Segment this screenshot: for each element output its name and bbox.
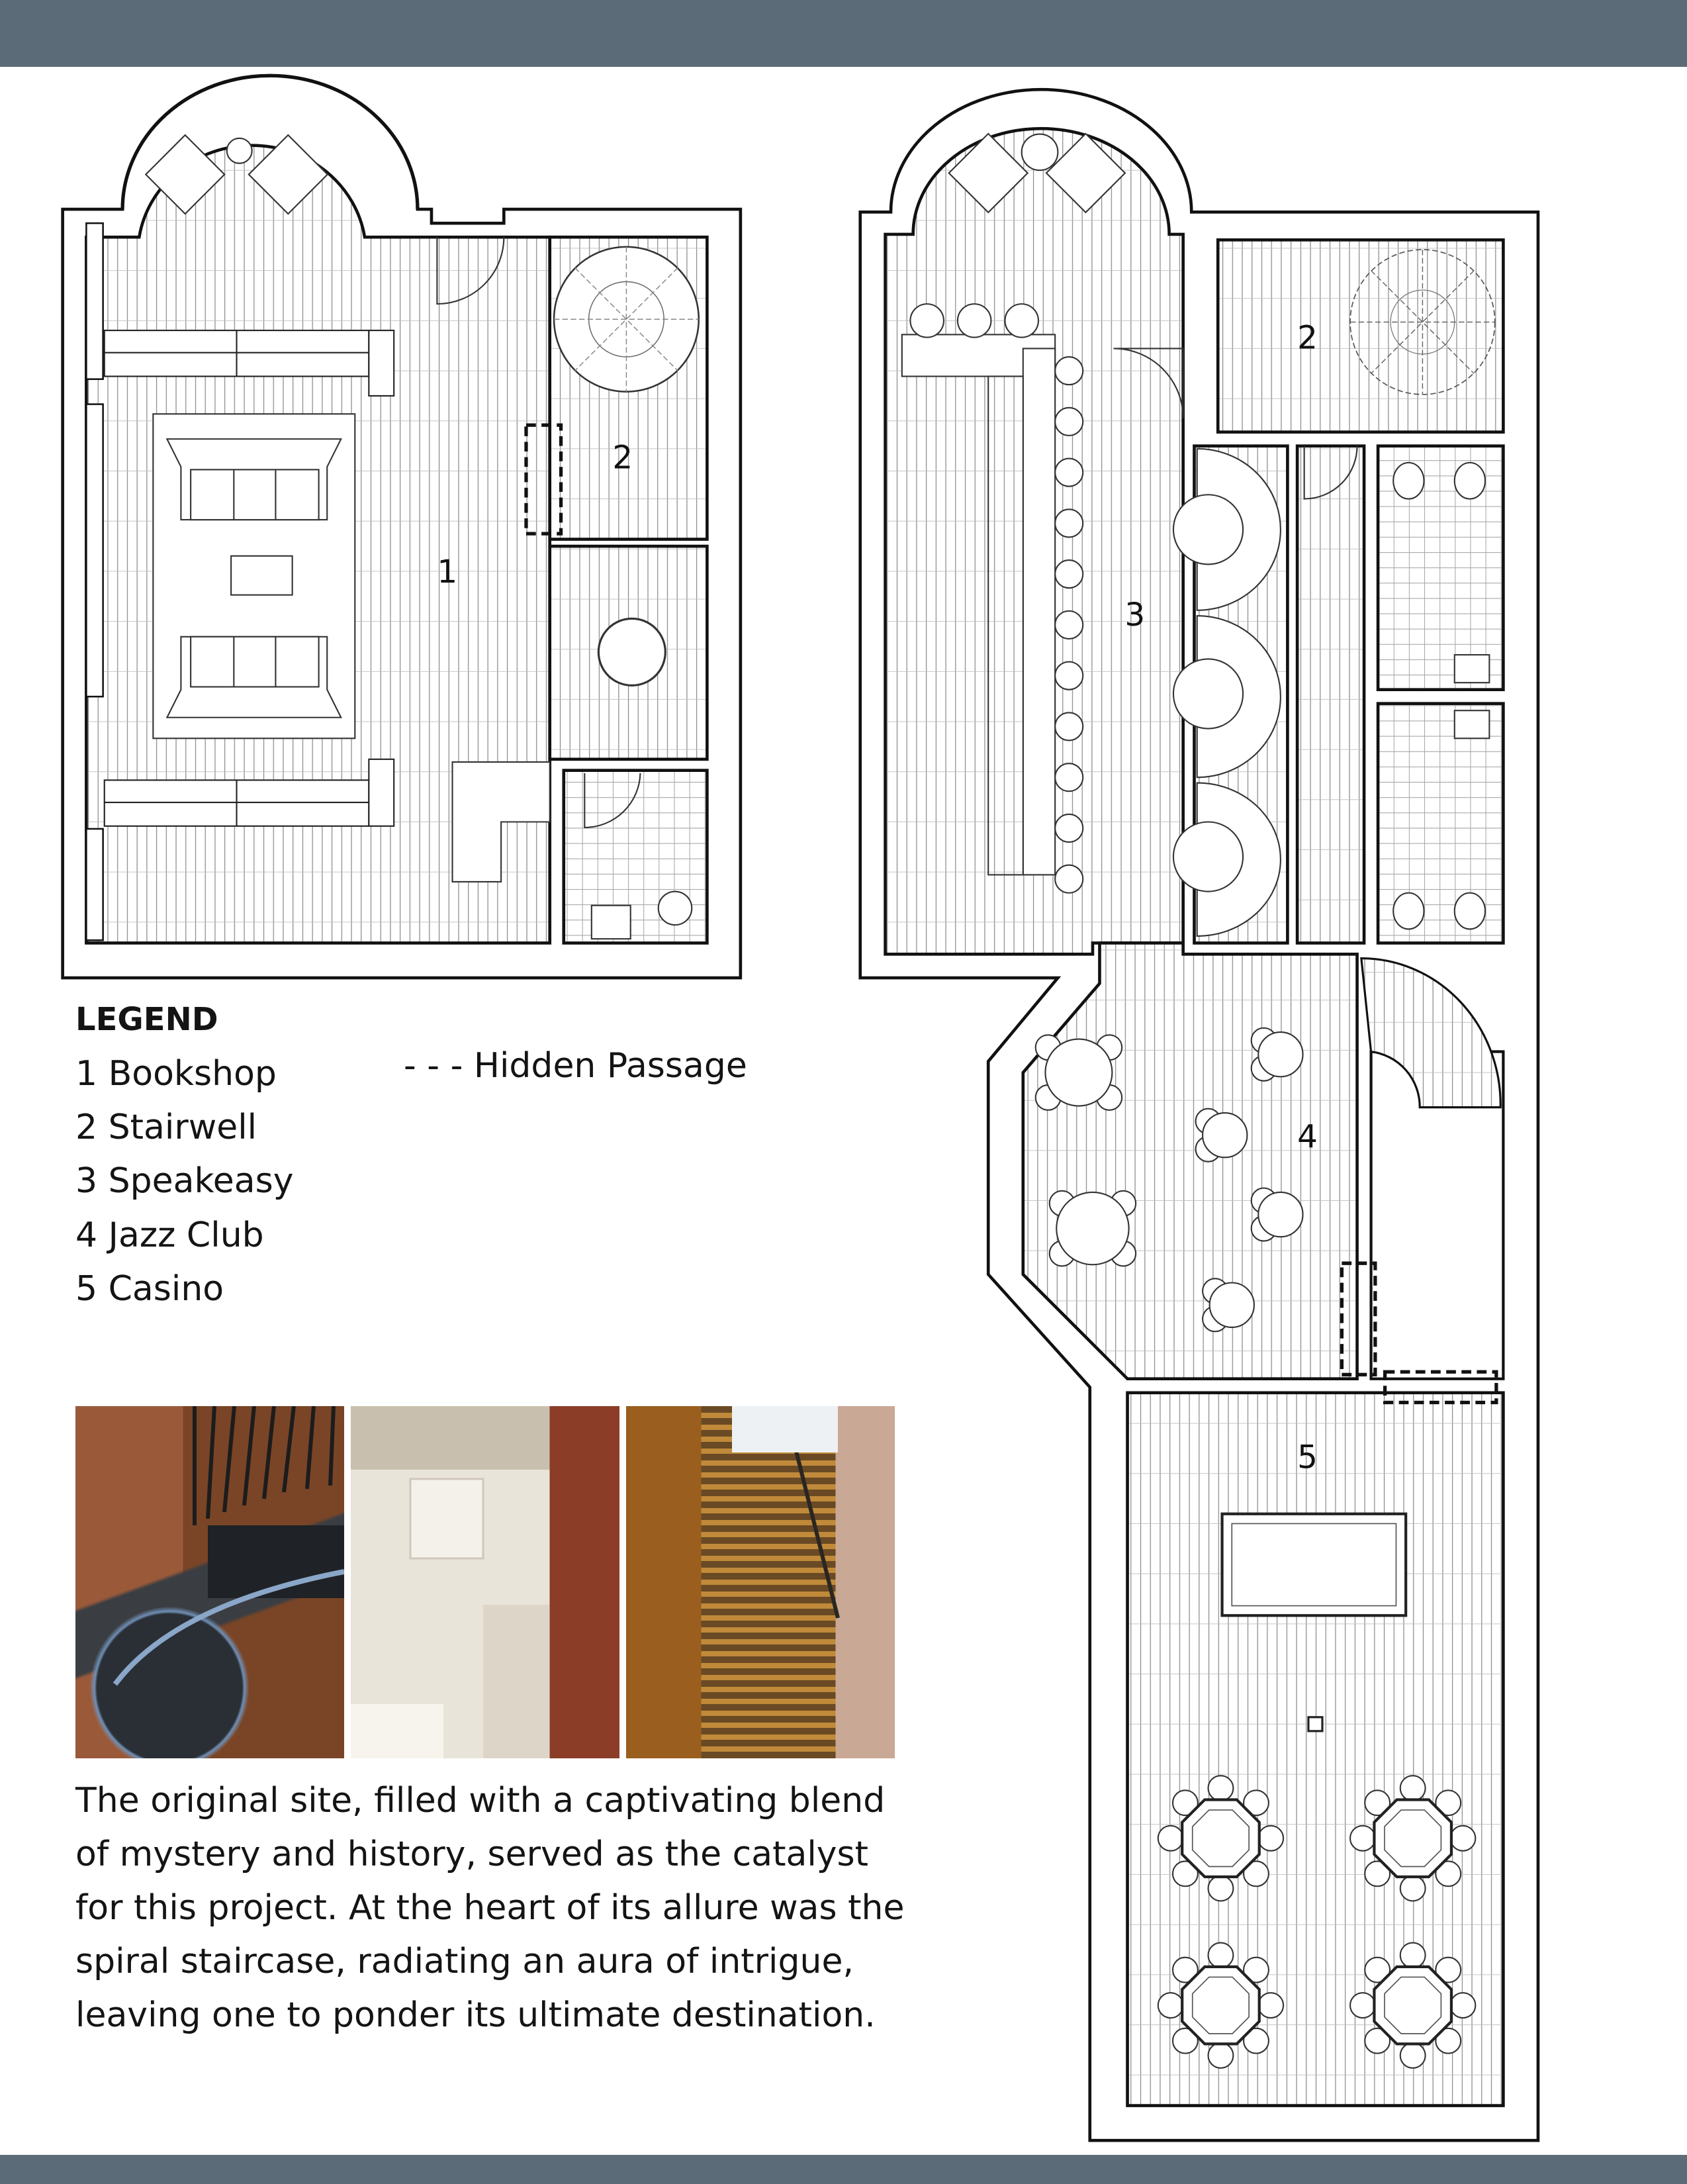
legend-hidden-passage: - - - Hidden Passage — [404, 1046, 747, 1086]
chair — [1350, 1826, 1375, 1851]
speakeasy-floor-plan — [860, 89, 1538, 2140]
bar-stool — [1055, 814, 1083, 842]
spiral-stair-railing — [75, 1406, 344, 1758]
hallway-door — [351, 1406, 619, 1758]
corridor — [1297, 446, 1364, 943]
chair — [1400, 2043, 1426, 2068]
bookshop-floor-plan — [63, 75, 741, 978]
room-label-3: 3 — [1124, 596, 1146, 634]
poker-table — [1374, 1967, 1451, 2044]
bar-stool — [1055, 357, 1083, 385]
cocktail-table — [1258, 1192, 1302, 1237]
chair — [1400, 1876, 1426, 1901]
chair — [1450, 1993, 1475, 2018]
chair — [1158, 1826, 1183, 1851]
chair — [1450, 1826, 1475, 1851]
chair — [1208, 1876, 1234, 1901]
legend-item: 2 Stairwell — [75, 1108, 257, 1147]
cocktail-table — [1203, 1113, 1247, 1157]
description-line: for this project. At the heart of its allure was the — [75, 1888, 905, 1928]
poker-table — [1182, 1967, 1259, 2044]
room-label-2: 2 — [612, 439, 633, 477]
bar-stool — [1055, 560, 1083, 588]
chair — [1258, 1993, 1283, 2018]
room-label-1: 1 — [437, 553, 458, 591]
chair — [1208, 1943, 1234, 1968]
description-line: of mystery and history, served as the catalyst — [75, 1834, 869, 1874]
chair — [1400, 1776, 1426, 1801]
description-line: The original site, filled with a captivating blend — [75, 1781, 886, 1821]
spiral-staircase-icon — [554, 247, 699, 392]
floor-outlet — [1308, 1717, 1322, 1731]
room-label-4: 4 — [1297, 1118, 1318, 1156]
legend-item: 4 Jazz Club — [75, 1215, 264, 1255]
bar-stool — [1055, 459, 1083, 487]
description-paragraph — [75, 1774, 904, 2042]
legend-item: 3 Speakeasy — [75, 1161, 294, 1201]
bar-stool — [1055, 662, 1083, 690]
lounge-set — [153, 414, 355, 738]
cocktail-table — [1258, 1032, 1302, 1076]
legend-item: 1 Bookshop — [75, 1054, 277, 1094]
description-line: leaving one to ponder its ultimate destination. — [75, 1995, 876, 2035]
chair — [1158, 1993, 1183, 2018]
chair — [1400, 1943, 1426, 1968]
bar-stool — [1055, 408, 1083, 436]
booths — [1173, 449, 1281, 936]
room-label-2: 2 — [1297, 319, 1318, 357]
chair — [1208, 1776, 1234, 1801]
bar-stool — [1055, 611, 1083, 639]
bar-stool — [1055, 763, 1083, 791]
bar-stool — [1055, 712, 1083, 740]
chair — [1350, 1993, 1375, 2018]
poker-table — [1182, 1800, 1259, 1877]
photo-hallway-door — [351, 1406, 619, 1758]
description-line: spiral staircase, radiating an aura of intrigue, — [75, 1942, 854, 1981]
stairwell-room — [1218, 240, 1503, 432]
stair-handrail — [626, 1406, 895, 1758]
legend-title: LEGEND — [75, 1001, 218, 1038]
bar-stool — [1055, 865, 1083, 893]
chair — [1208, 2043, 1234, 2068]
round-table — [1045, 1039, 1112, 1106]
toilet-icon — [659, 892, 692, 925]
chair — [1258, 1826, 1283, 1851]
photo-wooden-stairs — [626, 1406, 895, 1758]
cocktail-table — [1210, 1283, 1254, 1327]
poker-table — [1374, 1800, 1451, 1877]
room-label-5: 5 — [1297, 1439, 1318, 1476]
photo-spiral-staircase — [75, 1406, 344, 1758]
bar-stool — [1055, 509, 1083, 537]
round-table — [598, 618, 665, 685]
round-table — [1056, 1192, 1128, 1264]
sink-icon — [592, 906, 631, 939]
legend-item: 5 Casino — [75, 1269, 224, 1309]
